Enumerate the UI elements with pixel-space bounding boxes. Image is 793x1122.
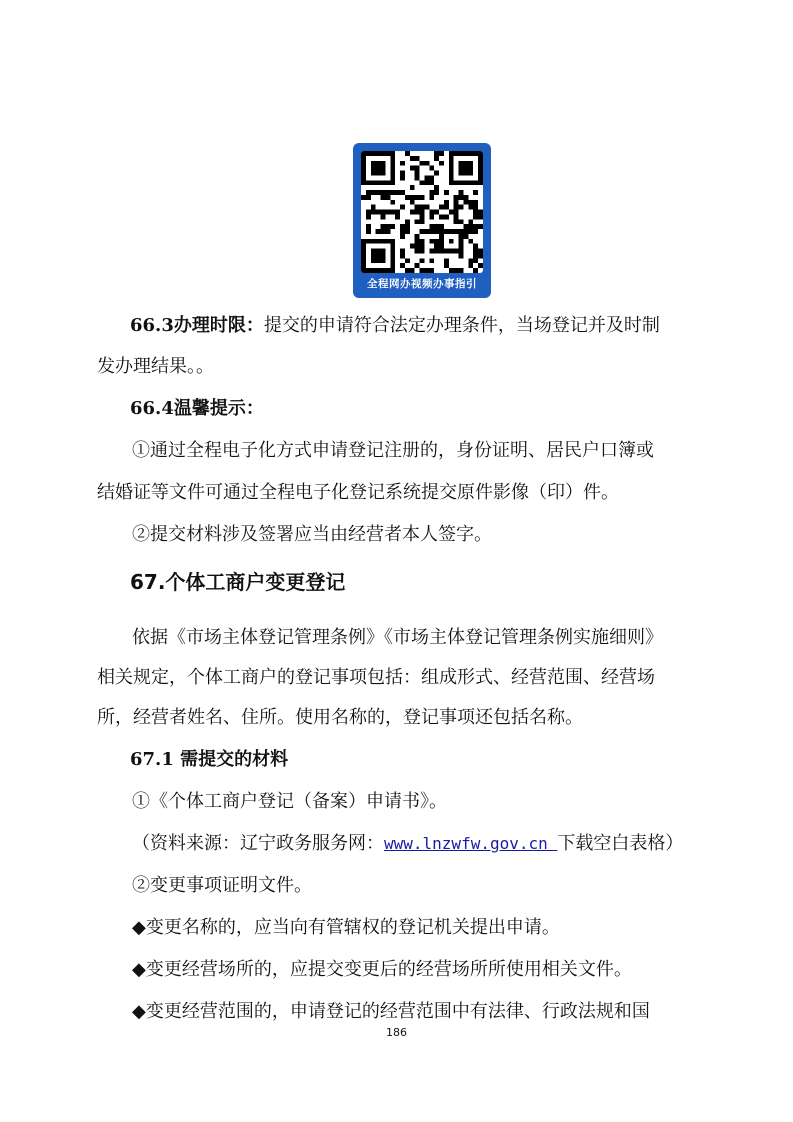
paragraph-text: 所，经营者姓名、住所。使用名称的，登记事项还包括名称。 xyxy=(97,707,583,728)
paragraph-text: ②提交材料涉及签署应当由经营者本人签字。 xyxy=(132,524,492,545)
section-66-3 xyxy=(130,314,660,338)
bullet-item: ◆变更名称的，应当向有管辖权的登记机关提出申请。 xyxy=(132,917,560,938)
list-item: ①《个体工商户登记（备案）申请书》。 xyxy=(132,791,447,812)
section-label: 温馨提示： xyxy=(173,398,264,419)
website-link[interactable]: www.lnzwfw.gov.cn xyxy=(384,834,558,853)
paragraph-text: 依据《市场主体登记管理条例》《市场主体登记管理条例实施细则》 xyxy=(132,627,663,648)
source-suffix: 下载空白表格） xyxy=(557,833,684,854)
paragraph-text: 发办理结果。。 xyxy=(97,356,214,377)
qr-caption: 全程网办视频办事指引 xyxy=(367,278,477,290)
source-note xyxy=(132,832,683,856)
section-label: 办理时限： xyxy=(173,315,264,336)
section-66-4 xyxy=(130,397,264,421)
bullet-item: ◆变更经营场所的，应提交变更后的经营场所所使用相关文件。 xyxy=(132,959,632,980)
section-heading-67-1: 67.1 需提交的材料 xyxy=(130,749,289,770)
paragraph-text: 提交的申请符合法定办理条件，当场登记并及时制 xyxy=(263,315,660,336)
section-heading-67: 67.个体工商户变更登记 xyxy=(130,570,346,594)
list-item: ②变更事项证明文件。 xyxy=(132,875,312,896)
page-number: 186 xyxy=(386,1026,407,1039)
qr-code-card[interactable] xyxy=(353,143,491,298)
paragraph-text: ①通过全程电子化方式申请登记注册的，身份证明、居民户口簿或 xyxy=(132,440,654,461)
bullet-item: ◆变更经营范围的，申请登记的经营范围中有法律、行政法规和国 xyxy=(132,1001,650,1022)
qr-code-icon[interactable] xyxy=(361,151,483,273)
paragraph-text: 相关规定，个体工商户的登记事项包括：组成形式、经营范围、经营场 xyxy=(97,667,655,688)
section-number: 66.3 xyxy=(130,315,174,336)
section-number: 66.4 xyxy=(130,398,174,419)
paragraph-text: 结婚证等文件可通过全程电子化登记系统提交原件影像（印）件。 xyxy=(97,482,619,503)
source-prefix: （资料来源：辽宁政务服务网： xyxy=(132,833,384,854)
